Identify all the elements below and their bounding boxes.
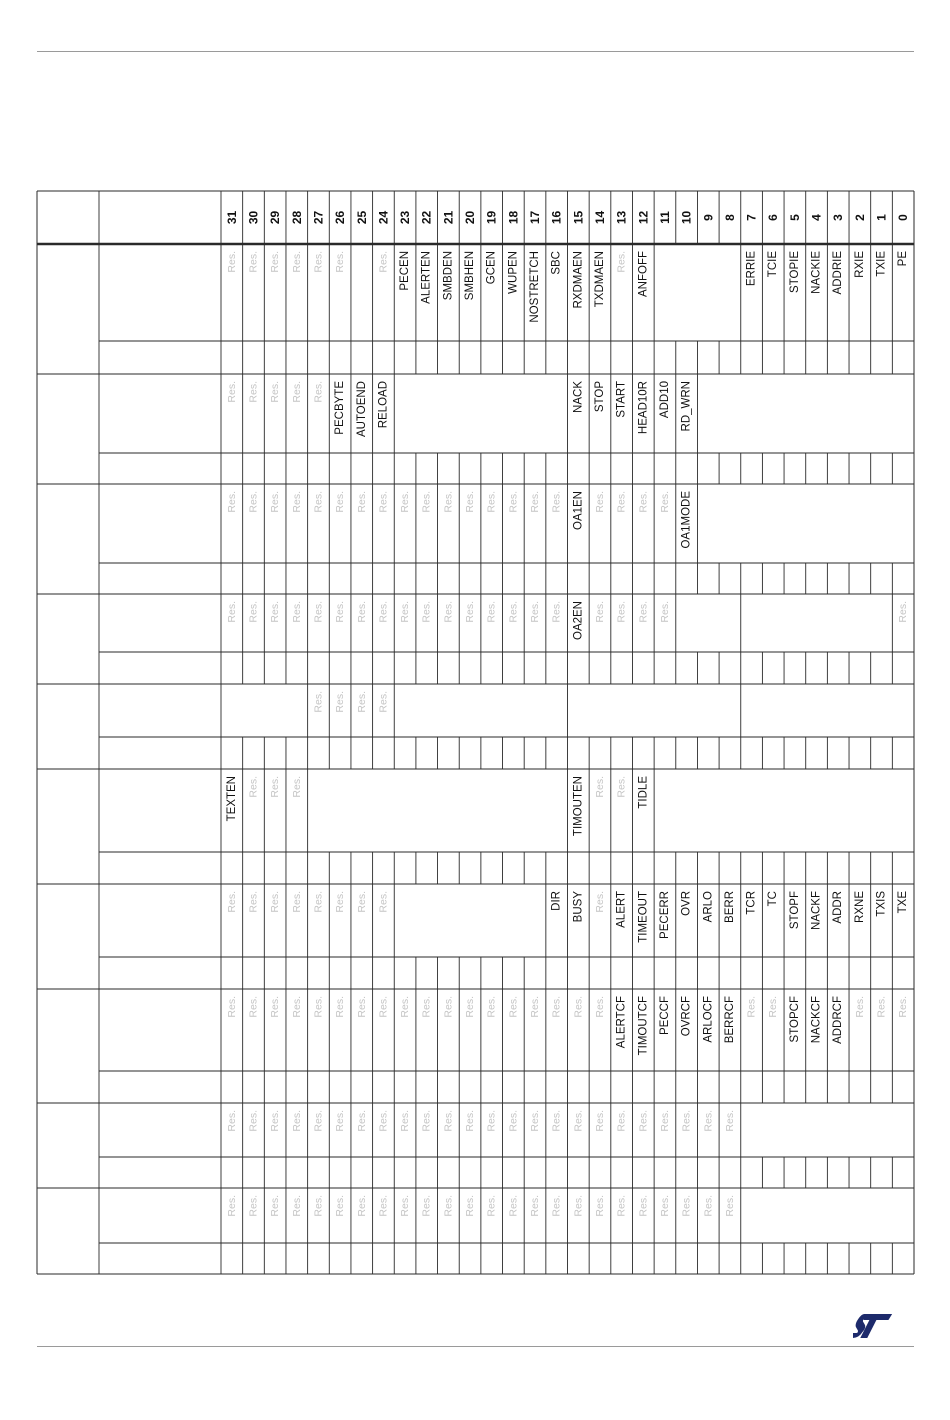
register-field: RD_WRN: [680, 381, 693, 432]
register-field: PECCF: [659, 996, 671, 1035]
bit-number: 5: [787, 214, 802, 221]
reserved-field: Res.: [464, 996, 476, 1018]
reserved-field: Res.: [355, 996, 368, 1018]
reserved-field: Res.: [225, 491, 238, 513]
register-field: ADDRCF: [832, 996, 845, 1044]
reserved-field: Res.: [269, 891, 282, 913]
reserved-field: Res.: [290, 1110, 303, 1132]
register-field: TXDMAEN: [594, 251, 606, 308]
register-field: TC: [767, 891, 780, 907]
bit-number: 20: [463, 210, 477, 225]
reserved-field: Res.: [290, 891, 303, 913]
register-field: ALERTEN: [420, 251, 433, 304]
reserved-field: Res.: [442, 1110, 455, 1132]
reserved-field: Res.: [269, 381, 282, 403]
reserved-field: Res.: [399, 1195, 412, 1217]
register-field: TIMOUTEN: [572, 776, 585, 837]
reserved-field: Res.: [464, 1110, 476, 1132]
reserved-field: Res.: [637, 1110, 650, 1132]
reserved-field: Res.: [290, 776, 303, 798]
register-field: STOP: [594, 381, 606, 413]
reserved-field: Res.: [399, 491, 412, 513]
reserved-field: Res.: [377, 1195, 390, 1217]
reserved-field: Res.: [334, 251, 347, 273]
reserved-field: Res.: [377, 1110, 390, 1132]
register-field: START: [615, 381, 628, 418]
register-field: STOPIE: [788, 251, 801, 293]
reserved-field: Res.: [334, 891, 347, 913]
register-field: ALERTCF: [615, 996, 628, 1049]
register-field: WUPEN: [507, 251, 520, 294]
reserved-field: Res.: [225, 1195, 238, 1217]
register-field: PECERR: [659, 891, 671, 939]
register-field: TCR: [745, 891, 758, 915]
reserved-field: Res.: [637, 601, 650, 623]
reserved-field: Res.: [269, 251, 282, 273]
reserved-field: Res.: [594, 776, 606, 798]
reserved-field: Res.: [702, 1195, 715, 1217]
reserved-field: Res.: [572, 1110, 585, 1132]
reserved-field: Res.: [745, 996, 758, 1018]
reserved-field: Res.: [269, 776, 282, 798]
reserved-field: Res.: [312, 381, 325, 403]
reserved-field: Res.: [312, 891, 325, 913]
reserved-field: Res.: [334, 691, 347, 713]
register-field: ADDR: [832, 891, 845, 924]
reserved-field: Res.: [507, 491, 520, 513]
reserved-field: Res.: [290, 251, 303, 273]
register-field: TIDLE: [637, 776, 650, 809]
reserved-field: Res.: [247, 601, 260, 623]
register-field: ANFOFF: [637, 251, 650, 297]
register-field: TIMOUTCF: [637, 996, 650, 1056]
bit-number: 7: [744, 214, 759, 221]
register-field: TIMEOUT: [637, 891, 650, 943]
reserved-field: Res.: [377, 691, 390, 713]
register-field: ADDRIE: [832, 251, 845, 295]
reserved-field: Res.: [247, 1195, 260, 1217]
register-field: RELOAD: [377, 381, 390, 429]
register-field: TXIS: [875, 891, 888, 917]
reserved-field: Res.: [529, 996, 541, 1018]
bit-number: 22: [419, 210, 434, 225]
bit-number: 14: [593, 210, 607, 225]
register-field: ARLO: [702, 891, 715, 923]
reserved-field: Res.: [269, 1110, 282, 1132]
reserved-field: Res.: [225, 996, 238, 1018]
reserved-field: Res.: [550, 1110, 563, 1132]
bit-number: 9: [701, 214, 716, 221]
reserved-field: Res.: [312, 491, 325, 513]
register-field: RXIE: [853, 251, 866, 278]
reserved-field: Res.: [334, 601, 347, 623]
register-field: AUTOEND: [355, 381, 368, 438]
reserved-field: Res.: [442, 601, 455, 623]
reserved-field: Res.: [355, 691, 368, 713]
reserved-field: Res.: [464, 601, 476, 623]
reserved-field: Res.: [290, 1195, 303, 1217]
bit-number: 2: [852, 214, 867, 221]
bit-number: 8: [722, 214, 737, 221]
reserved-field: Res.: [377, 601, 390, 623]
reserved-field: Res.: [507, 1195, 520, 1217]
reserved-field: Res.: [420, 1110, 433, 1132]
reserved-field: Res.: [420, 1195, 433, 1217]
register-field: TEXTEN: [225, 776, 238, 822]
reserved-field: Res.: [247, 251, 260, 273]
reserved-field: Res.: [355, 1110, 368, 1132]
reserved-field: Res.: [659, 491, 671, 513]
reserved-field: Res.: [290, 491, 303, 513]
reserved-field: Res.: [507, 601, 520, 623]
reserved-field: Res.: [225, 251, 238, 273]
reserved-field: Res.: [442, 1195, 455, 1217]
bit-number: 24: [376, 210, 391, 225]
reserved-field: Res.: [269, 996, 282, 1018]
register-field: NACKCF: [810, 996, 823, 1044]
register-field: SMBHEN: [464, 251, 476, 301]
register-field: BUSY: [572, 891, 585, 923]
reserved-field: Res.: [355, 1195, 368, 1217]
reserved-field: Res.: [312, 1195, 325, 1217]
reserved-field: Res.: [312, 691, 325, 713]
reserved-field: Res.: [312, 996, 325, 1018]
bit-number: 10: [679, 210, 694, 225]
register-field: NACKIE: [810, 251, 823, 294]
reserved-field: Res.: [485, 601, 498, 623]
register-field: OA1EN: [572, 491, 585, 530]
reserved-field: Res.: [377, 996, 390, 1018]
bit-number: 6: [766, 214, 781, 221]
bit-number: 16: [549, 210, 564, 225]
reserved-field: Res.: [572, 996, 585, 1018]
register-field: DIR: [550, 891, 563, 911]
reserved-field: Res.: [529, 601, 541, 623]
register-field: STOPCF: [788, 996, 801, 1043]
reserved-field: Res.: [615, 776, 628, 798]
reserved-field: Res.: [485, 1195, 498, 1217]
reserved-field: Res.: [550, 491, 563, 513]
bit-number: 31: [224, 210, 239, 225]
reserved-field: Res.: [723, 1110, 736, 1132]
reserved-field: Res.: [637, 491, 650, 513]
reserved-field: Res.: [247, 381, 260, 403]
reserved-field: Res.: [680, 1110, 693, 1132]
register-field: RXNE: [853, 891, 866, 923]
register-field: TXIE: [875, 251, 888, 277]
reserved-field: Res.: [377, 251, 390, 273]
bit-number: 3: [831, 214, 846, 221]
register-field: ALERT: [615, 891, 628, 928]
register-field: STOPF: [788, 891, 801, 930]
register-field: HEAD10R: [637, 381, 650, 435]
reserved-field: Res.: [399, 996, 412, 1018]
reserved-field: Res.: [312, 601, 325, 623]
reserved-field: Res.: [290, 996, 303, 1018]
reserved-field: Res.: [529, 491, 541, 513]
register-field: ARLOCF: [702, 996, 715, 1043]
reserved-field: Res.: [312, 251, 325, 273]
reserved-field: Res.: [399, 1110, 412, 1132]
register-field: RXDMAEN: [572, 251, 585, 309]
reserved-field: Res.: [853, 996, 866, 1018]
reserved-field: Res.: [550, 1195, 563, 1217]
register-field: OVRCF: [680, 996, 693, 1037]
reserved-field: Res.: [420, 491, 433, 513]
reserved-field: Res.: [550, 601, 563, 623]
reserved-field: Res.: [723, 1195, 736, 1217]
register-field: PECEN: [399, 251, 412, 291]
reserved-field: Res.: [615, 491, 628, 513]
register-field: GCEN: [485, 251, 498, 285]
bit-number: 29: [268, 210, 283, 225]
register-field: PECBYTE: [334, 381, 347, 435]
reserved-field: Res.: [247, 1110, 260, 1132]
reserved-field: Res.: [875, 996, 888, 1018]
bit-number: 1: [874, 214, 889, 221]
reserved-field: Res.: [269, 1195, 282, 1217]
reserved-field: Res.: [377, 491, 390, 513]
reserved-field: Res.: [290, 601, 303, 623]
bit-number: 15: [571, 210, 586, 225]
reserved-field: Res.: [594, 996, 606, 1018]
reserved-field: Res.: [247, 776, 260, 798]
reserved-field: Res.: [529, 1195, 541, 1217]
reserved-field: Res.: [225, 891, 238, 913]
reserved-field: Res.: [334, 996, 347, 1018]
reserved-field: Res.: [334, 1110, 347, 1132]
reserved-field: Res.: [572, 1195, 585, 1217]
bit-number: 11: [658, 211, 672, 224]
reserved-field: Res.: [594, 1195, 606, 1217]
reserved-field: Res.: [615, 251, 628, 273]
reserved-field: Res.: [442, 996, 455, 1018]
register-field: ADD10: [659, 381, 671, 419]
reserved-field: Res.: [680, 1195, 693, 1217]
reserved-field: Res.: [702, 1110, 715, 1132]
bit-number: 23: [398, 210, 413, 225]
reserved-field: Res.: [355, 891, 368, 913]
bit-number: 12: [636, 210, 651, 225]
reserved-field: Res.: [420, 996, 433, 1018]
register-field: BERR: [723, 891, 736, 923]
register-field: SBC: [550, 251, 563, 275]
register-field: OA2EN: [572, 601, 585, 640]
bit-number: 19: [484, 210, 499, 225]
reserved-field: Res.: [897, 601, 910, 623]
register-field: NACKF: [810, 891, 823, 930]
reserved-field: Res.: [312, 1110, 325, 1132]
footer-rule: [37, 1346, 914, 1347]
register-field: NACK: [572, 381, 585, 413]
bit-number: 0: [896, 214, 911, 221]
reserved-field: Res.: [550, 996, 563, 1018]
reserved-field: Res.: [615, 1195, 628, 1217]
register-field: PE: [897, 251, 910, 267]
reserved-field: Res.: [334, 491, 347, 513]
reserved-field: Res.: [269, 601, 282, 623]
register-field: OVR: [680, 891, 693, 916]
reserved-field: Res.: [464, 1195, 476, 1217]
register-field: ERRIE: [745, 251, 758, 287]
reserved-field: Res.: [659, 601, 671, 623]
reserved-field: Res.: [225, 601, 238, 623]
bit-number: 18: [506, 210, 521, 225]
bit-number: 30: [246, 210, 261, 225]
reserved-field: Res.: [464, 491, 476, 513]
bit-number: 13: [614, 210, 629, 225]
st-logo-icon: [853, 1311, 909, 1341]
reserved-field: Res.: [485, 996, 498, 1018]
reserved-field: Res.: [485, 1110, 498, 1132]
reserved-field: Res.: [355, 601, 368, 623]
reserved-field: Res.: [507, 1110, 520, 1132]
reserved-field: Res.: [247, 996, 260, 1018]
bit-number: 27: [311, 210, 326, 225]
reserved-field: Res.: [897, 996, 910, 1018]
reserved-field: Res.: [247, 491, 260, 513]
reserved-field: Res.: [659, 1110, 671, 1132]
reserved-field: Res.: [529, 1110, 541, 1132]
register-field: NOSTRETCH: [529, 251, 541, 323]
reserved-field: Res.: [615, 1110, 628, 1132]
reserved-field: Res.: [659, 1195, 671, 1217]
reserved-field: Res.: [290, 381, 303, 403]
bit-number: 28: [289, 210, 304, 225]
reserved-field: Res.: [594, 491, 606, 513]
reserved-field: Res.: [225, 1110, 238, 1132]
reserved-field: Res.: [247, 891, 260, 913]
reserved-field: Res.: [442, 491, 455, 513]
register-field: OA1MODE: [680, 491, 693, 549]
register-field: BERRCF: [723, 996, 736, 1044]
reserved-field: Res.: [377, 891, 390, 913]
reserved-field: Res.: [225, 381, 238, 403]
bit-number: 26: [333, 210, 348, 225]
bit-number: 21: [441, 210, 456, 225]
reserved-field: Res.: [485, 491, 498, 513]
bit-number: 17: [528, 210, 542, 225]
bit-number: 25: [354, 210, 369, 225]
register-field: SMBDEN: [442, 251, 455, 301]
register-field: TXE: [897, 891, 910, 914]
bit-number: 4: [809, 214, 824, 221]
reserved-field: Res.: [594, 1110, 606, 1132]
reserved-field: Res.: [399, 601, 412, 623]
reserved-field: Res.: [637, 1195, 650, 1217]
reserved-field: Res.: [767, 996, 780, 1018]
reserved-field: Res.: [269, 491, 282, 513]
reserved-field: Res.: [420, 601, 433, 623]
register-field: TCIE: [767, 251, 780, 278]
reserved-field: Res.: [355, 491, 368, 513]
reserved-field: Res.: [594, 601, 606, 623]
reserved-field: Res.: [594, 891, 606, 913]
reserved-field: Res.: [615, 601, 628, 623]
reserved-field: Res.: [507, 996, 520, 1018]
reserved-field: Res.: [334, 1195, 347, 1217]
